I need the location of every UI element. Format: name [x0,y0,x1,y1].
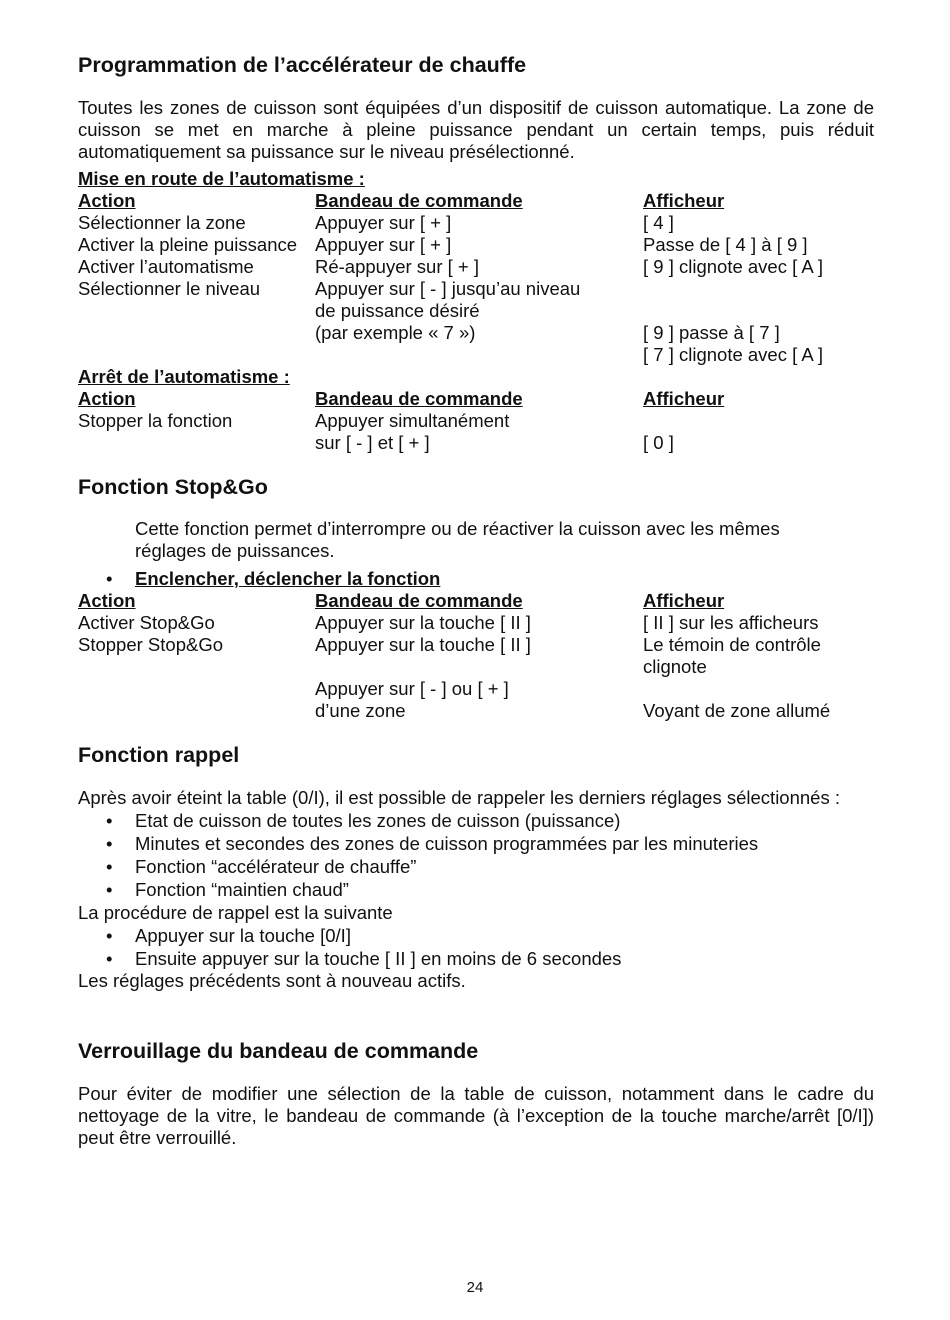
display-cell: clignote [643,656,707,677]
header-panel: Bandeau de commande [315,590,523,611]
procedure-text: La procédure de rappel est la suivante [78,902,393,923]
table-row [78,678,874,700]
action-cell: Activer la pleine puissance [78,234,298,255]
panel-cell: Appuyer sur [ + ] [315,212,452,233]
procedure-row [78,902,874,924]
table-header-row [78,590,874,612]
bullet-icon: • [106,568,113,589]
header-action: Action [78,590,136,611]
bullet-icon: • [106,810,113,831]
display-cell: [ 0 ] [643,432,674,453]
header-panel: Bandeau de commande [315,190,523,211]
outro-text: Les réglages précédents sont à nouveau actifs. [78,970,466,991]
table-row [78,300,874,322]
header-panel: Bandeau de commande [315,388,523,409]
list-item-text: Ensuite appuyer sur la touche [ II ] en moins de 6 secondes [135,948,622,969]
display-cell: [ 7 ] clignote avec [ A ] [643,344,823,365]
panel-cell: Appuyer sur la touche [ II ] [315,634,531,655]
rappel-intro: Après avoir éteint la table (0/I), il est possible de rappeler les derniers réglages sélectionnés : [78,787,840,808]
table-row [78,256,874,278]
table-row [78,634,874,656]
action-cell: Sélectionner le niveau [78,278,261,299]
stop-subtitle: Arrêt de l’automatisme : [78,366,290,387]
intro-paragraph: Toutes les zones de cuisson sont équipées d’un dispositif de cuisson automatique. La zone de cuisson se met en marche à pleine puissance pendant un certain temps, puis réduit automatiquement sa puissance sur le niveau présélectionné. [78,97,874,162]
list-item-text: Fonction “maintien chaud” [135,879,349,900]
header-display: Afficheur [643,388,725,409]
page-number: 24 [466,1279,484,1296]
list-item-text: Fonction “accélérateur de chauffe” [135,856,417,877]
stopgo-bullet-title: Enclencher, déclencher la fonction [135,568,441,589]
list-item [78,833,874,855]
action-cell: Stopper Stop&Go [78,634,224,655]
table-row [78,234,874,256]
panel-cell: Appuyer sur [ + ] [315,234,452,255]
display-cell: Voyant de zone allumé [643,700,831,721]
bullet-icon: • [106,856,113,877]
header-display: Afficheur [643,190,725,211]
list-item [78,810,874,832]
table-header-row [78,190,874,212]
display-cell: [ 9 ] passe à [ 7 ] [643,322,780,343]
panel-cell: d’une zone [315,700,406,721]
action-cell: Stopper la fonction [78,410,233,431]
header-action: Action [78,190,136,211]
table-row [78,322,874,344]
list-item [78,856,874,878]
action-cell: Activer l’automatisme [78,256,254,277]
display-cell: [ 4 ] [643,212,674,233]
stopgo-intro-line2: réglages de puissances. [135,540,335,561]
table-row [78,410,874,432]
table-row [78,344,874,366]
display-cell: Le témoin de contrôle [643,634,821,655]
display-cell: [ 9 ] clignote avec [ A ] [643,256,823,277]
list-item-text: Etat de cuisson de toutes les zones de cuisson (puissance) [135,810,621,831]
list-item [78,948,874,970]
stopgo-bullet [78,568,874,590]
action-cell: Sélectionner la zone [78,212,246,233]
action-cell: Activer Stop&Go [78,612,215,633]
list-item-text: Minutes et secondes des zones de cuisson programmées par les minuteries [135,833,759,854]
rappel-intro-row [78,787,874,809]
table-row [78,656,874,678]
panel-cell: Appuyer simultanément [315,410,510,431]
bullet-icon: • [106,833,113,854]
display-cell: Passe de [ 4 ] à [ 9 ] [643,234,808,255]
panel-cell: Ré-appuyer sur [ + ] [315,256,480,277]
outro-row [78,970,874,992]
table-row [78,278,874,300]
section-title-rappel: Fonction rappel [78,743,240,767]
section-title-verrouillage: Verrouillage du bandeau de commande [78,1039,479,1063]
header-display: Afficheur [643,590,725,611]
panel-cell: (par exemple « 7 ») [315,322,476,343]
list-item [78,925,874,947]
list-item-text: Appuyer sur la touche [0/I] [135,925,351,946]
bullet-icon: • [106,879,113,900]
display-cell: [ II ] sur les afficheurs [643,612,819,633]
stopgo-intro-line1: Cette fonction permet d’interrompre ou de réactiver la cuisson avec les mêmes [135,518,780,539]
bullet-icon: • [106,925,113,946]
header-action: Action [78,388,136,409]
panel-cell: Appuyer sur [ - ] ou [ + ] [315,678,509,699]
panel-cell: Appuyer sur [ - ] jusqu’au niveau [315,278,581,299]
section-title-stopgo: Fonction Stop&Go [78,475,268,499]
list-item [78,879,874,901]
bullet-icon: • [106,948,113,969]
table-row [78,432,874,454]
table-header-row [78,388,874,410]
panel-cell: de puissance désiré [315,300,480,321]
stopgo-intro [135,518,874,562]
table-row [78,700,874,722]
section-title-accelerateur: Programmation de l’accélérateur de chauffe [78,53,527,77]
table-row [78,212,874,234]
verrouillage-paragraph: Pour éviter de modifier une sélection de la table de cuisson, notamment dans le cadre du nettoyage de la vitre, le bandeau de commande (à l’exception de la touche marche/arrêt [0/I]) peut être verrouillé. [78,1083,874,1148]
panel-cell: sur [ - ] et [ + ] [315,432,430,453]
panel-cell: Appuyer sur la touche [ II ] [315,612,531,633]
start-subtitle: Mise en route de l’automatisme : [78,168,365,189]
table-row [78,612,874,634]
